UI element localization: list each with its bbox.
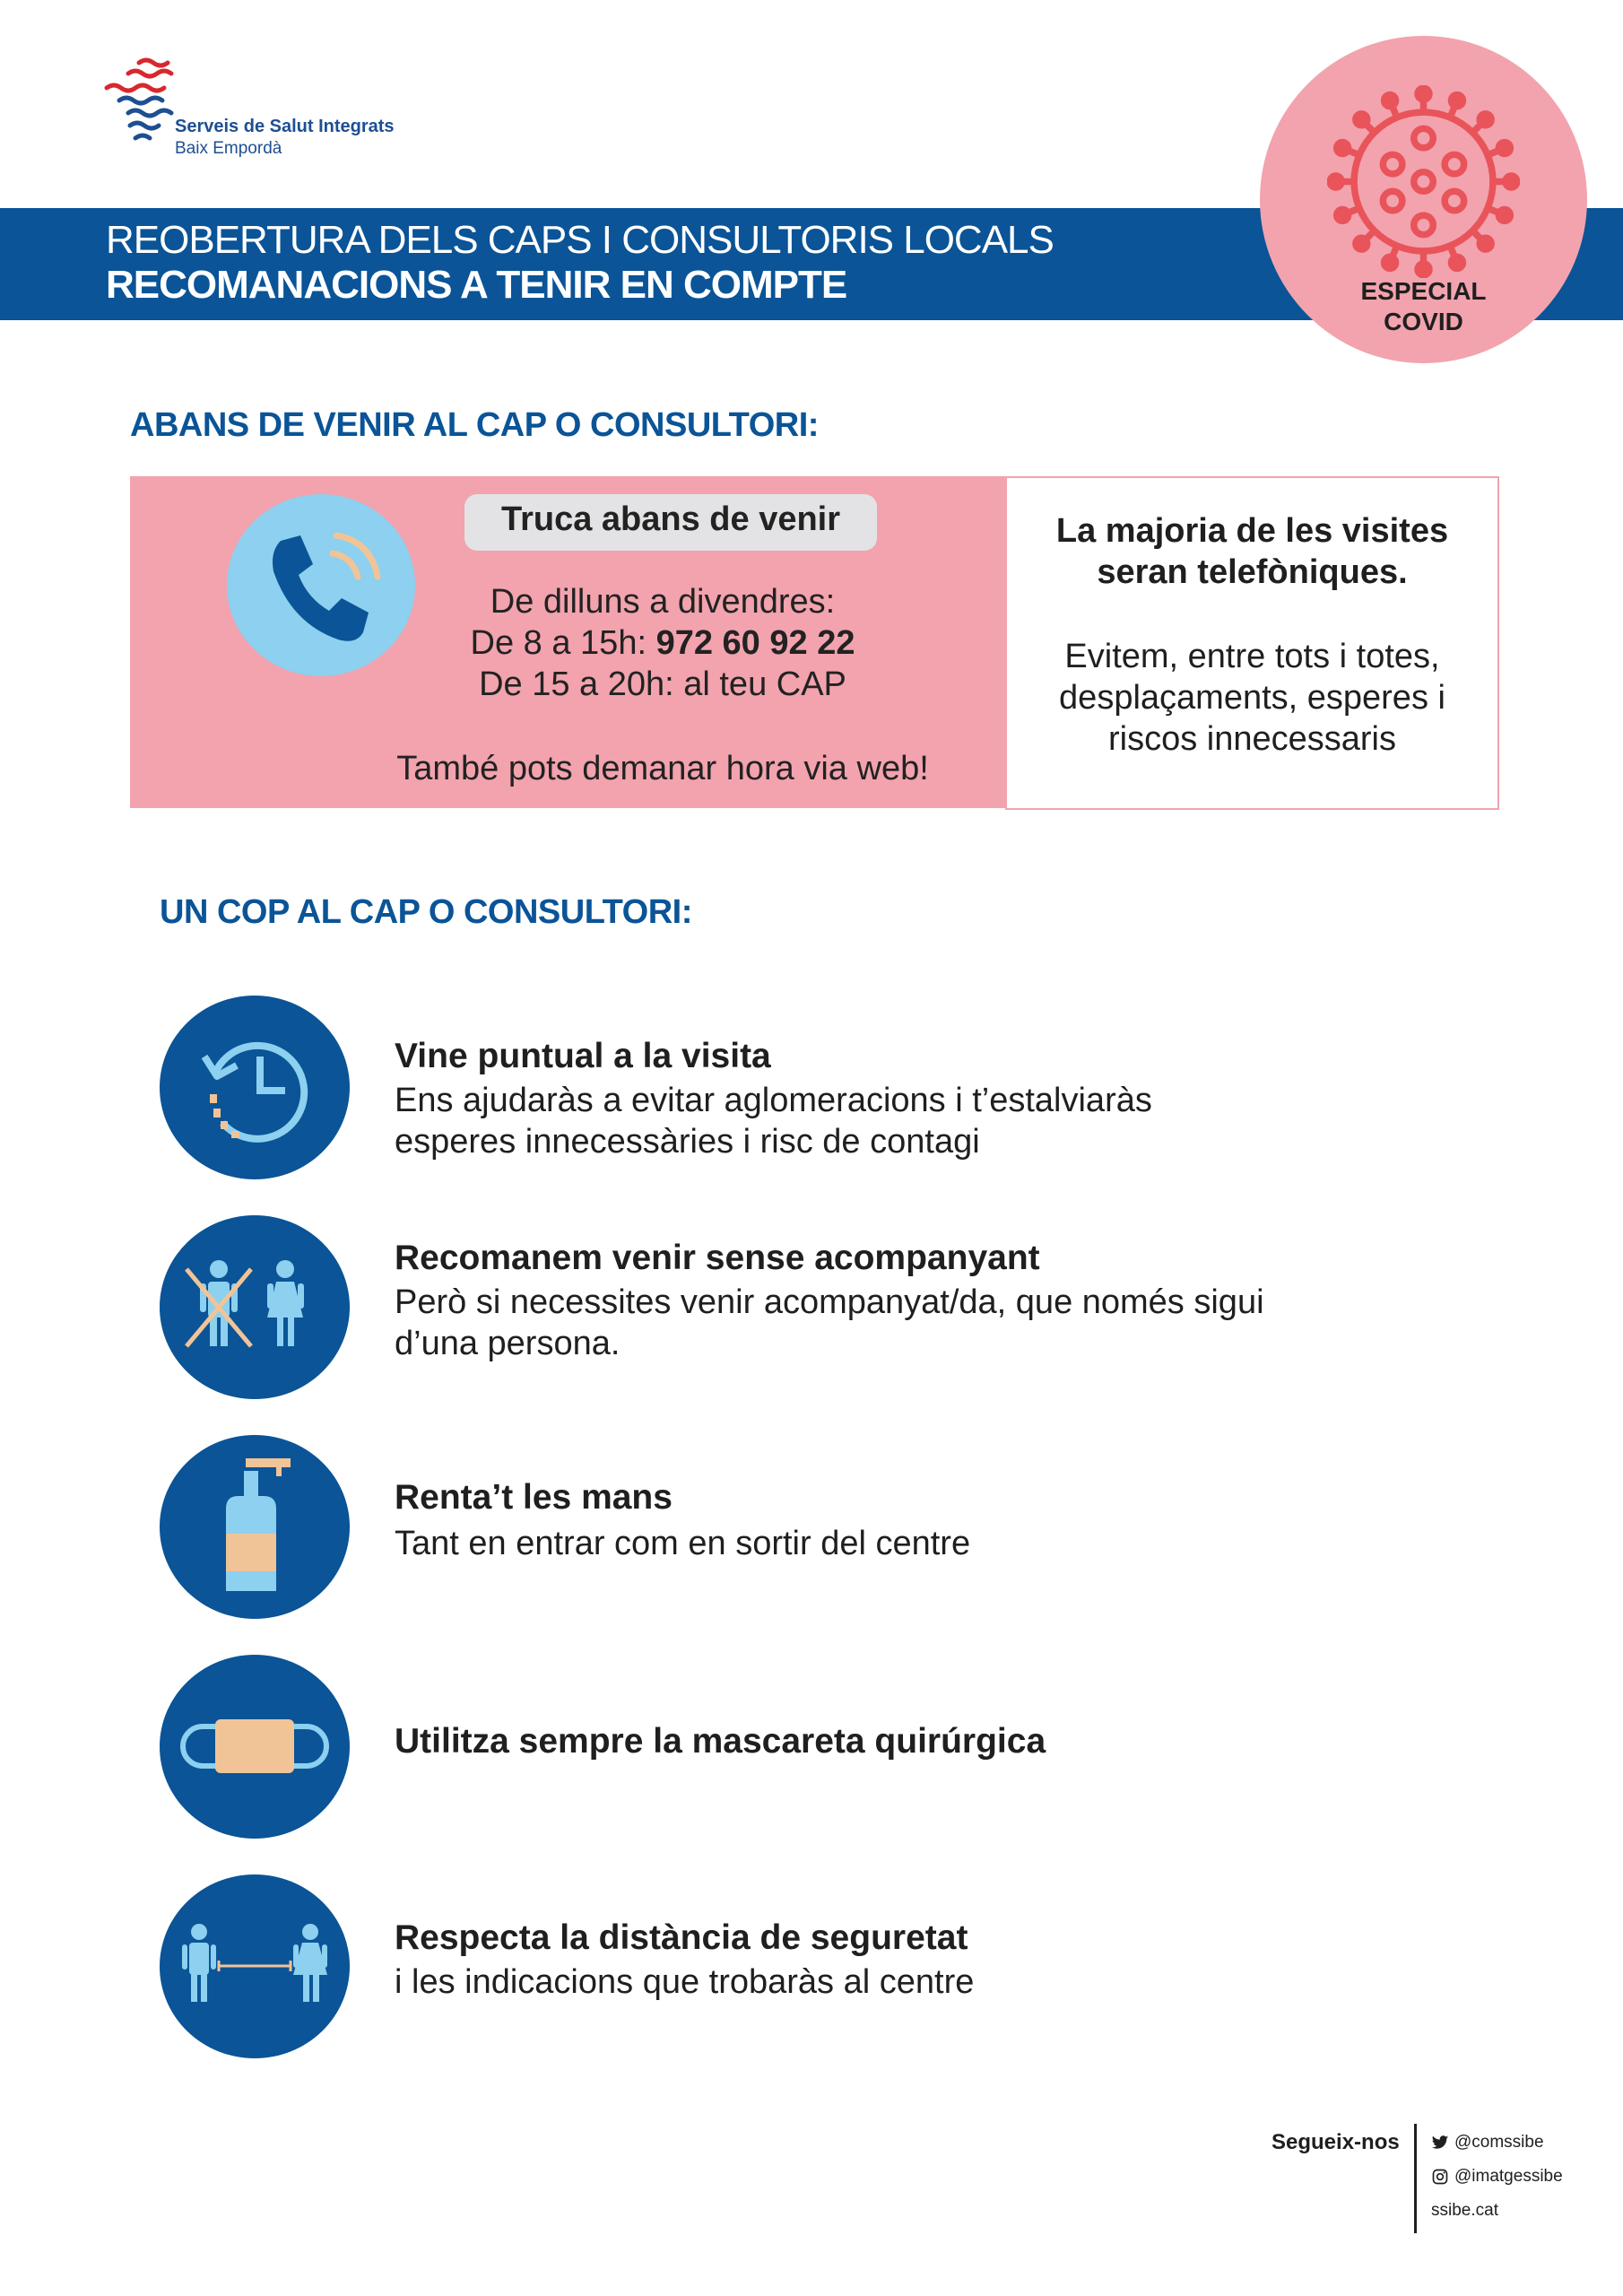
- virus-spike-tip: [1337, 209, 1349, 221]
- org-subtitle: Baix Empordà: [175, 139, 282, 158]
- phone-visits-body-3: riscos innecessaris: [1108, 720, 1396, 758]
- tip-3-circle: [160, 1435, 350, 1619]
- tip-3-title: Renta’t les mans: [395, 1478, 673, 1517]
- twitter-handle: @comssibe: [1454, 2133, 1544, 2152]
- website-url: ssibe.cat: [1431, 2201, 1498, 2220]
- tip-2-circle: [160, 1215, 350, 1399]
- section-title-before: ABANS DE VENIR AL CAP O CONSULTORI:: [130, 406, 819, 444]
- phone-visits-body-1: Evitem, entre tots i totes,: [1064, 638, 1440, 675]
- website-link[interactable]: [1431, 2201, 1498, 2221]
- footer-divider: [1414, 2124, 1417, 2233]
- virus-spike-tip: [1498, 209, 1510, 221]
- virus-spike-tip: [1330, 176, 1341, 187]
- call-title: Truca abans de venir: [500, 500, 841, 538]
- banner-subtitle: RECOMANACIONS A TENIR EN COMPTE: [106, 263, 847, 307]
- virus-spike-tip: [1418, 264, 1429, 275]
- phone-visits-title: [1005, 510, 1499, 593]
- virus-spike-tip: [1418, 88, 1429, 100]
- instagram-handle: @imatgessibe: [1454, 2167, 1563, 2186]
- tip-1-title: Vine puntual a la visita: [395, 1037, 771, 1075]
- virus-icon: [1327, 85, 1520, 278]
- virus-spike-tip: [1356, 114, 1367, 126]
- phone-number[interactable]: 972 60 92 22: [655, 624, 855, 662]
- tip-2-desc-2: d’una persona.: [395, 1325, 621, 1362]
- phone-visits-body-2: desplaçaments, esperes i: [1059, 679, 1445, 717]
- follow-us-label: Segueix-nos: [1271, 2130, 1400, 2154]
- instagram-link[interactable]: [1431, 2167, 1563, 2187]
- clock-history-icon: [160, 996, 350, 1179]
- tip-4-title: Utilitza sempre la mascareta quirúrgica: [395, 1722, 1046, 1761]
- schedule-line-1: De dilluns a divendres:: [490, 583, 836, 621]
- web-appointment-note: També pots demanar hora via web!: [396, 750, 929, 787]
- virus-spike-tip: [1451, 95, 1462, 107]
- no-companion-icon: [160, 1215, 350, 1399]
- tip-5-title: Respecta la distància de seguretat: [395, 1918, 968, 1957]
- phone-visits-title-2: seran telefòniques.: [1097, 553, 1408, 591]
- tip-1-desc-2: esperes innecessàries i risc de contagi: [395, 1123, 980, 1161]
- tip-2-desc-1: Però si necessites venir acompanyat/da, que només sigui: [395, 1283, 1264, 1321]
- schedule-hours: De 8 a 15h:: [470, 624, 656, 662]
- tip-5-desc-1: i les indicacions que trobaràs al centre: [395, 1963, 975, 2001]
- surgical-mask-icon: [160, 1655, 350, 1839]
- virus-spike-tip: [1451, 257, 1462, 268]
- tip-1-circle: [160, 996, 350, 1179]
- tip-4-circle: [160, 1655, 350, 1839]
- virus-spike-tip: [1498, 143, 1510, 154]
- social-distance-icon: [160, 1874, 350, 2058]
- virus-spike-tip: [1356, 238, 1367, 249]
- twitter-icon: [1431, 2134, 1449, 2152]
- virus-spike-tip: [1384, 257, 1396, 268]
- virus-spike-tip: [1480, 114, 1491, 126]
- tip-5-circle: [160, 1874, 350, 2058]
- virus-spike-tip: [1506, 176, 1517, 187]
- badge-label: [1260, 276, 1587, 337]
- twitter-link[interactable]: [1431, 2133, 1544, 2152]
- virus-spike-tip: [1384, 95, 1396, 107]
- badge-line-1: ESPECIAL: [1360, 277, 1487, 305]
- schedule-line-3: De 15 a 20h: al teu CAP: [479, 665, 846, 703]
- section-title-after: UN COP AL CAP O CONSULTORI:: [160, 893, 692, 931]
- tip-2-title: Recomanem venir sense acompanyant: [395, 1239, 1040, 1277]
- phone-visits-body: [1005, 636, 1499, 760]
- banner-title: REOBERTURA DELS CAPS I CONSULTORIS LOCALS: [106, 218, 1054, 262]
- phone-visits-title-1: La majoria de les visites: [1055, 512, 1449, 550]
- schedule-line-2: [219, 624, 1107, 663]
- badge-line-2: COVID: [1384, 308, 1463, 335]
- virus-spike-tip: [1480, 238, 1491, 249]
- virus-spike-tip: [1337, 143, 1349, 154]
- hand-sanitizer-icon: [160, 1435, 350, 1619]
- org-name: Serveis de Salut Integrats: [175, 117, 395, 136]
- tip-1-desc-1: Ens ajudaràs a evitar aglomeracions i t’estalviaràs: [395, 1082, 1152, 1119]
- instagram-icon: [1431, 2168, 1449, 2186]
- tip-3-desc-1: Tant en entrar com en sortir del centre: [395, 1525, 971, 1562]
